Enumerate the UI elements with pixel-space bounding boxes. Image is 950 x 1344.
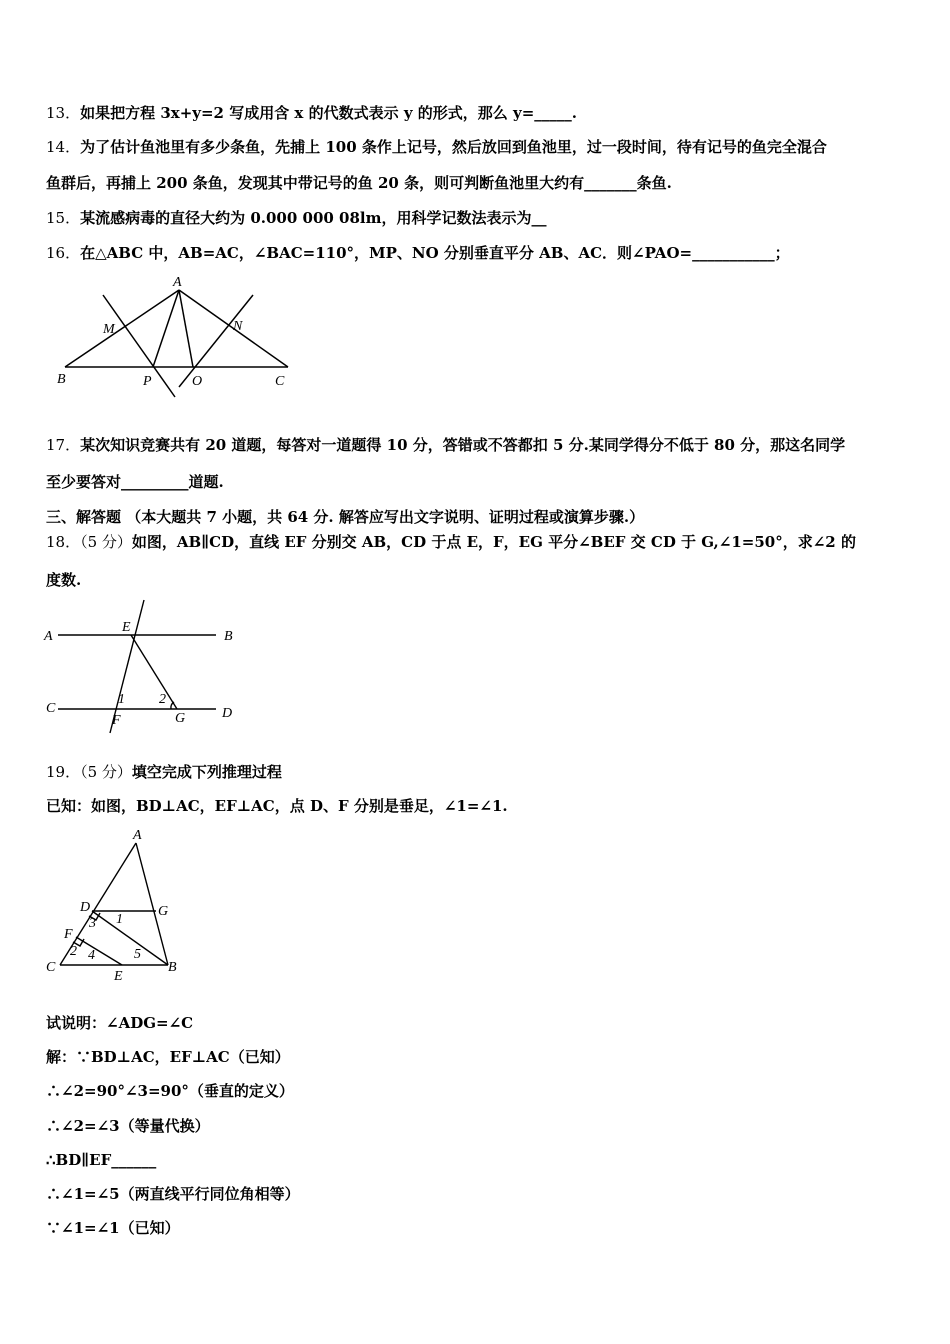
figure-19 bbox=[44, 825, 194, 985]
proof-line: ∴∠1=∠5（两直线平行同位角相等） bbox=[46, 1185, 300, 1203]
question-score: （5 分） bbox=[80, 763, 132, 781]
question-17-line2: 至少要答对_________道题. bbox=[46, 473, 224, 491]
angle-4: 4 bbox=[88, 948, 95, 963]
question-number: 16． bbox=[46, 244, 81, 262]
question-text: 某次知识竞赛共有 20 道题，每答对一道题得 10 分，答错或不答都扣 5 分.某同学得分不低于 80 分，那这名同学 bbox=[80, 436, 846, 454]
figure-18 bbox=[44, 598, 244, 738]
label-C: C bbox=[46, 960, 56, 975]
question-18-line2: 度数. bbox=[46, 571, 82, 589]
section-3-heading: 三、解答题 （本大题共 7 小题，共 64 分. 解答应写出文字说明、证明过程或演算步骤.） bbox=[46, 508, 645, 526]
question-19-given: 已知：如图，BD⊥AC，EF⊥AC，点 D、F 分别是垂足，∠1=∠1. bbox=[46, 797, 508, 815]
angle-5: 5 bbox=[134, 947, 141, 962]
label-O: O bbox=[192, 374, 203, 389]
label-C: C bbox=[275, 374, 285, 389]
question-16 bbox=[46, 243, 790, 263]
question-text: 如果把方程 3x+y=2 写成用含 x 的代数式表示 y 的形式，那么 y=_____. bbox=[80, 104, 577, 122]
label-B: B bbox=[168, 960, 177, 975]
label-B: B bbox=[224, 629, 233, 644]
label-A: A bbox=[44, 629, 53, 644]
proof-line: ∴BD∥EF______ bbox=[46, 1151, 157, 1169]
angle-1: 1 bbox=[118, 692, 125, 707]
question-number: 15． bbox=[46, 209, 81, 227]
question-14-line2: 鱼群后，再捕上 200 条鱼，发现其中带记号的鱼 20 条，则可判断鱼池里大约有_______条鱼. bbox=[46, 174, 672, 192]
angle-3: 3 bbox=[89, 916, 96, 931]
label-A: A bbox=[173, 275, 182, 290]
label-G: G bbox=[175, 711, 186, 726]
angle-2: 2 bbox=[70, 944, 77, 959]
label-G: G bbox=[158, 904, 169, 919]
label-C: C bbox=[46, 701, 56, 716]
question-18-line1 bbox=[46, 532, 856, 552]
question-19-title bbox=[46, 762, 282, 782]
label-D: D bbox=[80, 900, 91, 915]
question-text: 填空完成下列推理过程 bbox=[131, 763, 282, 781]
question-number: 19． bbox=[46, 763, 81, 781]
label-B: B bbox=[57, 372, 66, 387]
question-13 bbox=[46, 103, 577, 123]
question-14-line1 bbox=[46, 137, 827, 157]
label-M: M bbox=[103, 322, 115, 337]
label-N: N bbox=[233, 319, 243, 334]
label-D: D bbox=[222, 706, 233, 721]
angle-1: 1 bbox=[116, 912, 123, 927]
proof-line: 试说明：∠ADG=∠C bbox=[46, 1014, 194, 1032]
question-number: 17． bbox=[46, 436, 81, 454]
label-F: F bbox=[112, 713, 121, 728]
question-17-line1 bbox=[46, 435, 845, 455]
label-E: E bbox=[114, 969, 123, 984]
question-text: 某流感病毒的直径大约为 0.000 000 08lm，用科学记数法表示为__ bbox=[80, 209, 547, 227]
question-15 bbox=[46, 208, 547, 228]
proof-line: ∵∠1=∠1（已知） bbox=[46, 1219, 180, 1237]
angle-2: 2 bbox=[159, 692, 166, 707]
figure-16 bbox=[55, 275, 300, 400]
question-number: 18． bbox=[46, 533, 81, 551]
question-text: 如图，AB∥CD，直线 EF 分别交 AB，CD 于点 E，F，EG 平分∠BEF 交 CD 于 G,∠1=50°，求∠2 的 bbox=[131, 533, 856, 551]
label-E: E bbox=[122, 620, 131, 635]
question-score: （5 分） bbox=[80, 533, 132, 551]
question-text: 为了估计鱼池里有多少条鱼，先捕上 100 条作上记号，然后放回到鱼池里，过一段时间，待有记号的鱼完全混合 bbox=[80, 138, 827, 156]
question-number: 13． bbox=[46, 104, 81, 122]
proof-line: 解：∵BD⊥AC，EF⊥AC（已知） bbox=[46, 1048, 290, 1066]
proof-line: ∴∠2=∠3（等量代换） bbox=[46, 1117, 210, 1135]
proof-line: ∴∠2=90°∠3=90°（垂直的定义） bbox=[46, 1082, 294, 1100]
question-text: 在△ABC 中，AB=AC，∠BAC=110°，MP、NO 分别垂直平分 AB、AC．则∠PAO=___________； bbox=[80, 244, 790, 262]
question-number: 14． bbox=[46, 138, 81, 156]
label-A: A bbox=[133, 828, 142, 843]
label-F: F bbox=[64, 927, 73, 942]
label-P: P bbox=[143, 374, 152, 389]
